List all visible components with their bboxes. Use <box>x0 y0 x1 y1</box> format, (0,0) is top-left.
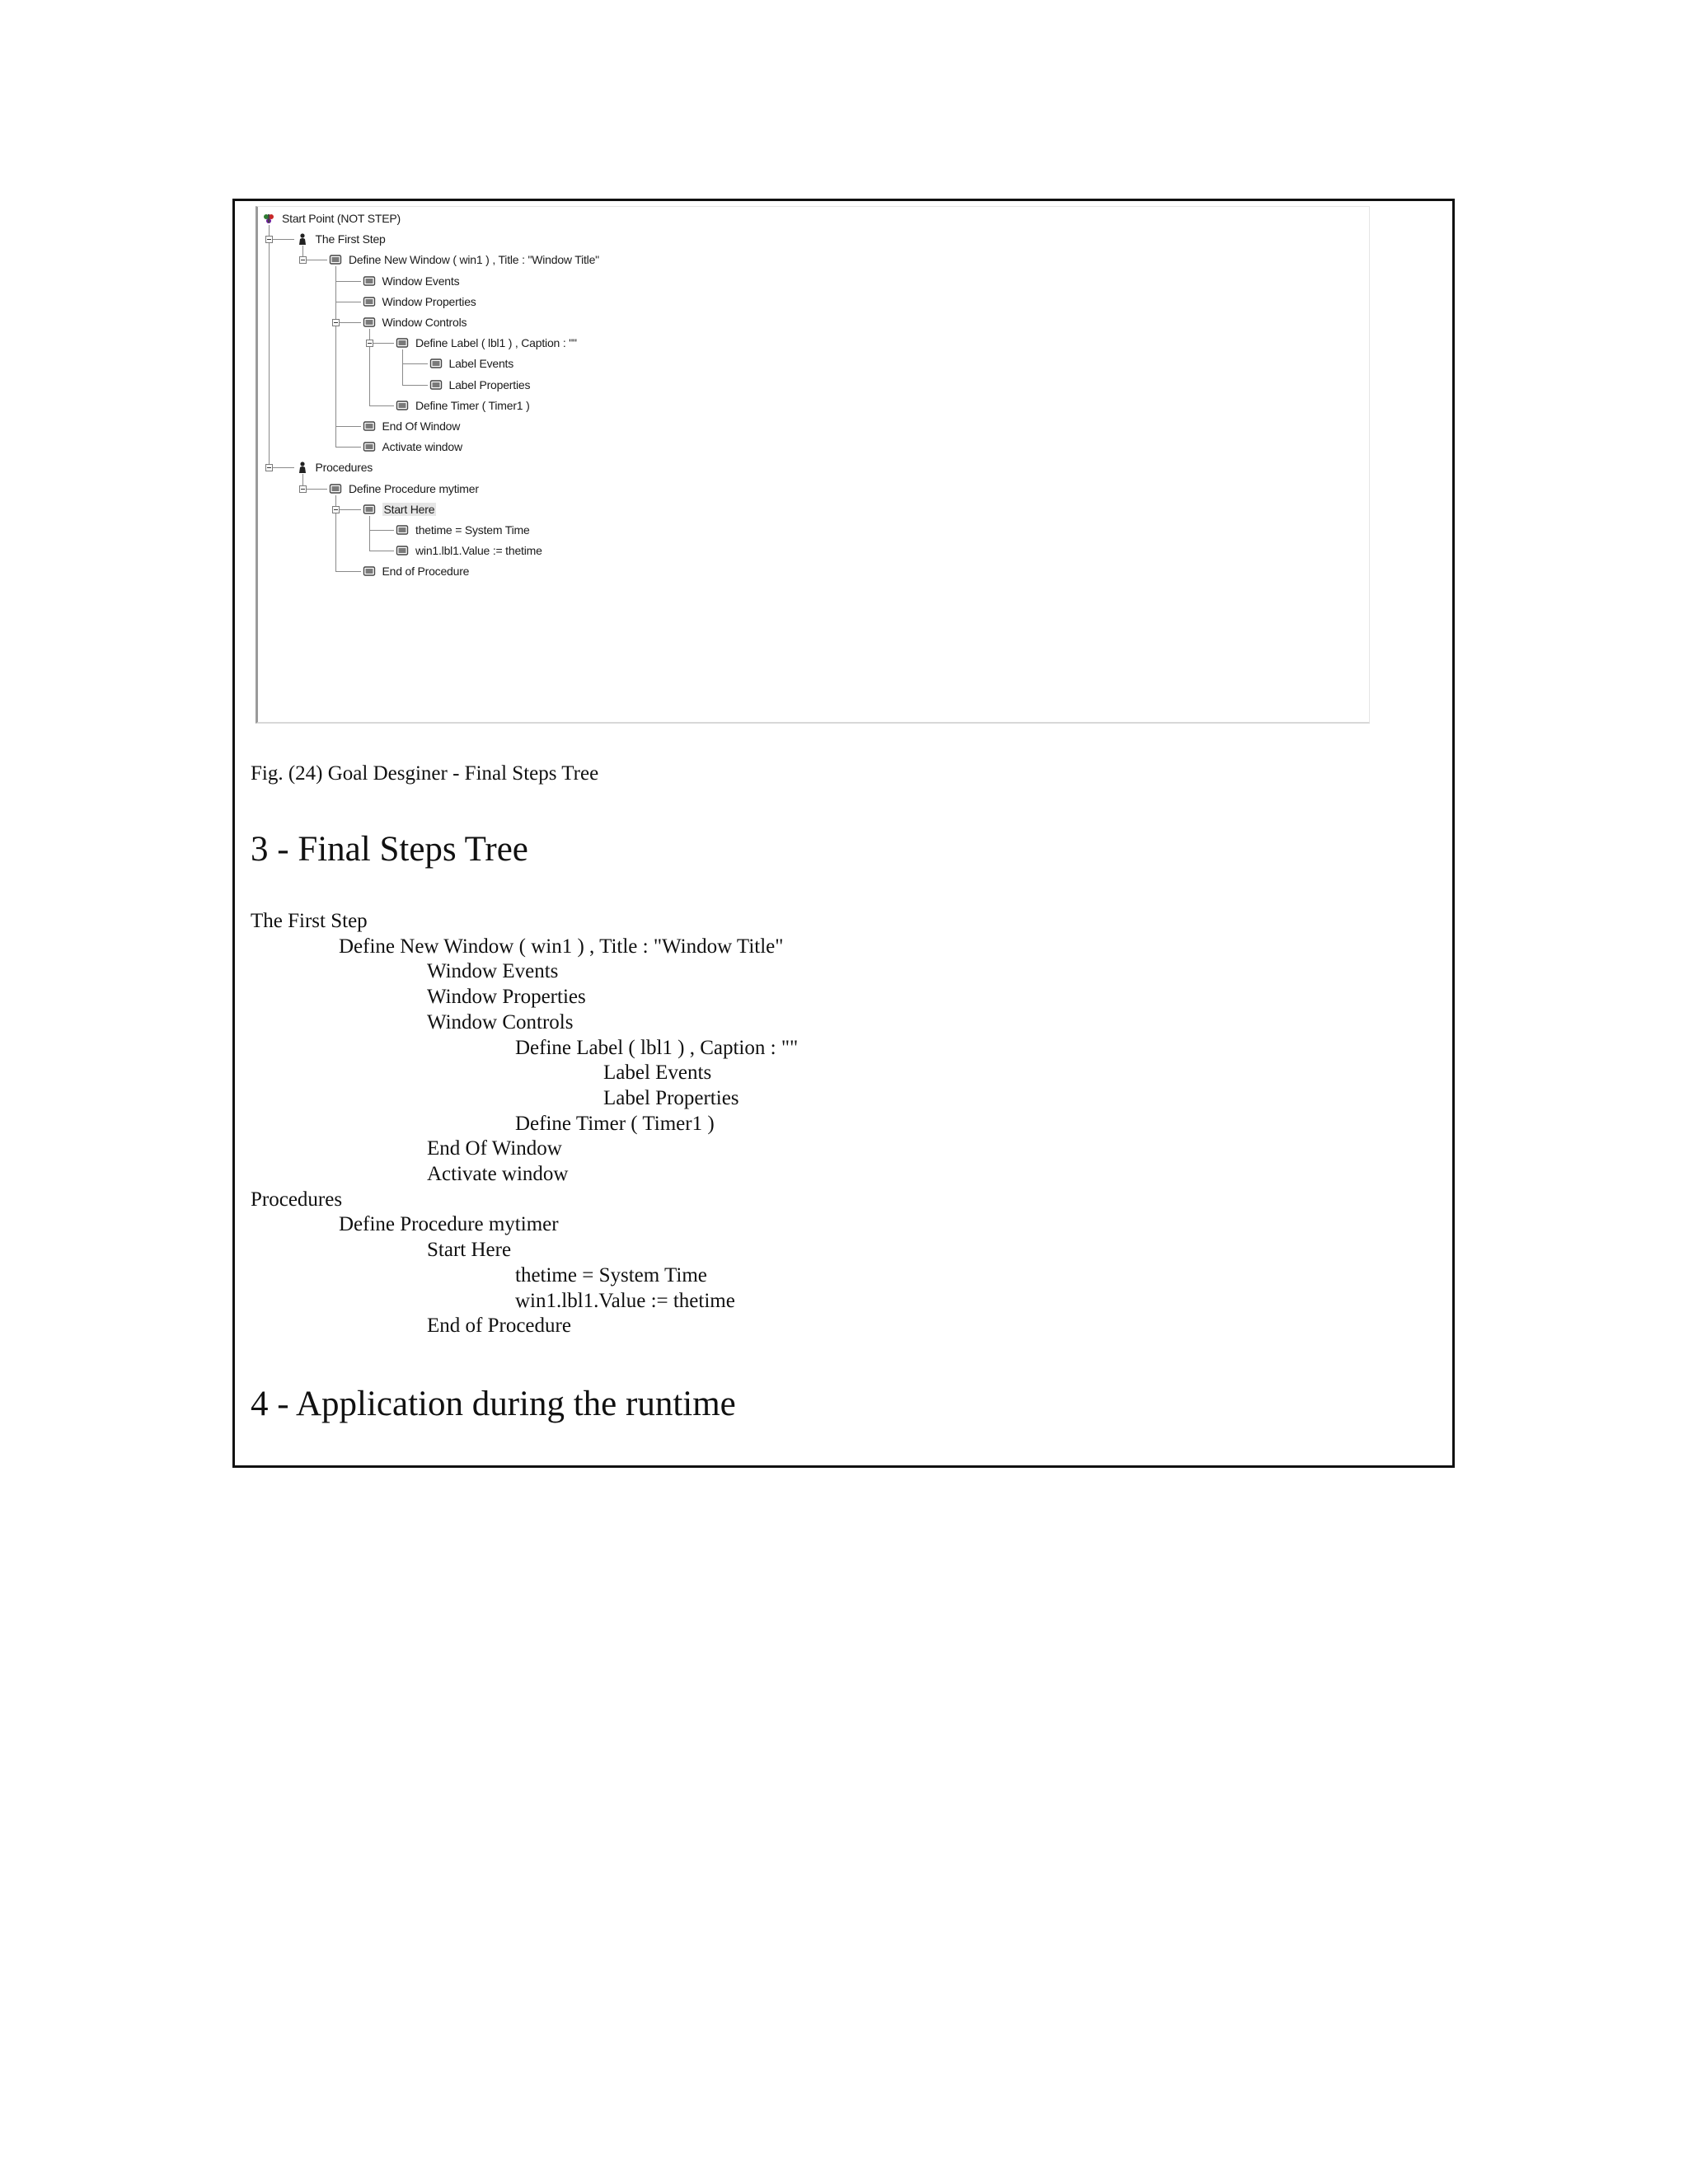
tree-connector <box>402 349 403 384</box>
tree-connector <box>335 426 361 427</box>
collapse-toggle-icon[interactable] <box>332 506 340 513</box>
outline-line: Label Properties <box>603 1086 739 1109</box>
step-icon <box>296 232 309 246</box>
command-icon <box>363 274 376 288</box>
command-icon <box>329 482 342 495</box>
collapse-toggle-icon[interactable] <box>299 256 307 264</box>
tree-node-label: Label Properties <box>448 377 531 391</box>
tree-node-label: Define Label ( lbl1 ) , Caption : "" <box>415 336 577 350</box>
tree-node[interactable] <box>396 541 542 560</box>
steps-tree-view[interactable] <box>256 206 1370 724</box>
tree-node-label: Window Properties <box>382 294 476 308</box>
outline-line: thetime = System Time <box>515 1263 707 1286</box>
tree-node-label: thetime = System Time <box>415 523 530 537</box>
outline-line: Window Controls <box>427 1010 574 1033</box>
outline-line: Procedures <box>251 1188 343 1211</box>
tree-node-label: The First Step <box>315 232 386 246</box>
tree-node[interactable] <box>363 500 437 518</box>
command-icon <box>396 523 409 537</box>
outline-line: Define Label ( lbl1 ) , Caption : "" <box>515 1036 799 1059</box>
outline-line: Start Here <box>427 1239 512 1262</box>
outline-line: Activate window <box>427 1163 569 1185</box>
tree-connector <box>369 516 370 551</box>
collapse-toggle-icon[interactable] <box>299 485 307 493</box>
start-point-icon <box>262 212 275 225</box>
collapse-toggle-icon[interactable] <box>265 464 273 471</box>
tree-node[interactable] <box>363 293 476 311</box>
tree-node-label: Define New Window ( win1 ) , Title : "Window Title" <box>349 253 599 267</box>
tree-connector <box>369 530 395 531</box>
section-3-heading: 3 - Final Steps Tree <box>251 830 528 869</box>
tree-connector <box>269 225 270 467</box>
command-icon <box>363 316 376 329</box>
outline-line: Window Properties <box>427 986 586 1009</box>
tree-node[interactable] <box>363 562 470 580</box>
tree-node-label: Start Point (NOT STEP) <box>282 212 401 225</box>
tree-node[interactable] <box>429 376 531 394</box>
tree-connector <box>402 385 428 386</box>
tree-node[interactable] <box>296 230 386 248</box>
tree-node[interactable] <box>329 251 599 269</box>
tree-connector <box>335 571 361 572</box>
tree-connector <box>335 266 336 447</box>
tree-node[interactable] <box>262 209 401 227</box>
command-icon <box>329 253 342 266</box>
tree-node-label: Define Procedure mytimer <box>349 481 479 495</box>
outline-line: Window Events <box>427 960 559 983</box>
tree-node-label: Label Events <box>448 357 514 371</box>
tree-connector <box>335 281 361 282</box>
tree-node[interactable] <box>363 313 467 331</box>
tree-node-label: Activate window <box>382 440 462 454</box>
tree-node[interactable] <box>396 521 530 539</box>
tree-node[interactable] <box>363 272 460 290</box>
outline-line: The First Step <box>251 910 368 932</box>
outline-line: Define Timer ( Timer1 ) <box>515 1112 715 1135</box>
tree-node-label: Procedures <box>315 461 373 475</box>
collapse-toggle-icon[interactable] <box>265 236 273 243</box>
tree-node[interactable] <box>363 417 461 435</box>
tree-connector <box>369 405 395 406</box>
tree-connector <box>335 447 361 448</box>
command-icon <box>363 440 376 453</box>
section-4-heading: 4 - Application during the runtime <box>251 1385 736 1423</box>
command-icon <box>396 399 409 412</box>
outline-line: Define New Window ( win1 ) , Title : "Window Title" <box>339 935 784 958</box>
command-icon <box>396 544 409 557</box>
outline-line: Label Events <box>603 1062 712 1085</box>
outline-line: End of Procedure <box>427 1315 571 1338</box>
tree-node-label: End of Procedure <box>382 565 470 579</box>
tree-node[interactable] <box>396 396 530 415</box>
outline-line: End Of Window <box>427 1137 562 1160</box>
command-icon <box>363 503 376 516</box>
tree-node-label: Start Here <box>383 502 435 516</box>
page-content-box <box>232 199 1455 1468</box>
outline-line: win1.lbl1.Value := thetime <box>515 1289 735 1312</box>
command-icon <box>363 419 376 433</box>
tree-node[interactable] <box>363 438 462 456</box>
outline-line: Define Procedure mytimer <box>339 1213 559 1236</box>
command-icon <box>396 336 409 349</box>
tree-node-label: Define Timer ( Timer1 ) <box>415 398 530 412</box>
tree-node[interactable] <box>329 480 479 498</box>
tree-node-label: End Of Window <box>382 419 461 433</box>
tree-node-label: Window Events <box>382 274 460 288</box>
figure-caption: Fig. (24) Goal Desginer - Final Steps Tree <box>251 762 599 785</box>
command-icon <box>429 357 443 370</box>
tree-node-label: win1.lbl1.Value := thetime <box>415 544 542 558</box>
step-icon <box>296 461 309 474</box>
command-icon <box>363 295 376 308</box>
tree-node[interactable] <box>296 458 373 476</box>
tree-node-label: Window Controls <box>382 316 467 329</box>
tree-connector <box>402 363 428 364</box>
command-icon <box>429 378 443 391</box>
collapse-toggle-icon[interactable] <box>332 319 340 326</box>
tree-node[interactable] <box>396 334 577 352</box>
command-icon <box>363 565 376 578</box>
collapse-toggle-icon[interactable] <box>366 340 373 347</box>
tree-node[interactable] <box>429 354 514 373</box>
